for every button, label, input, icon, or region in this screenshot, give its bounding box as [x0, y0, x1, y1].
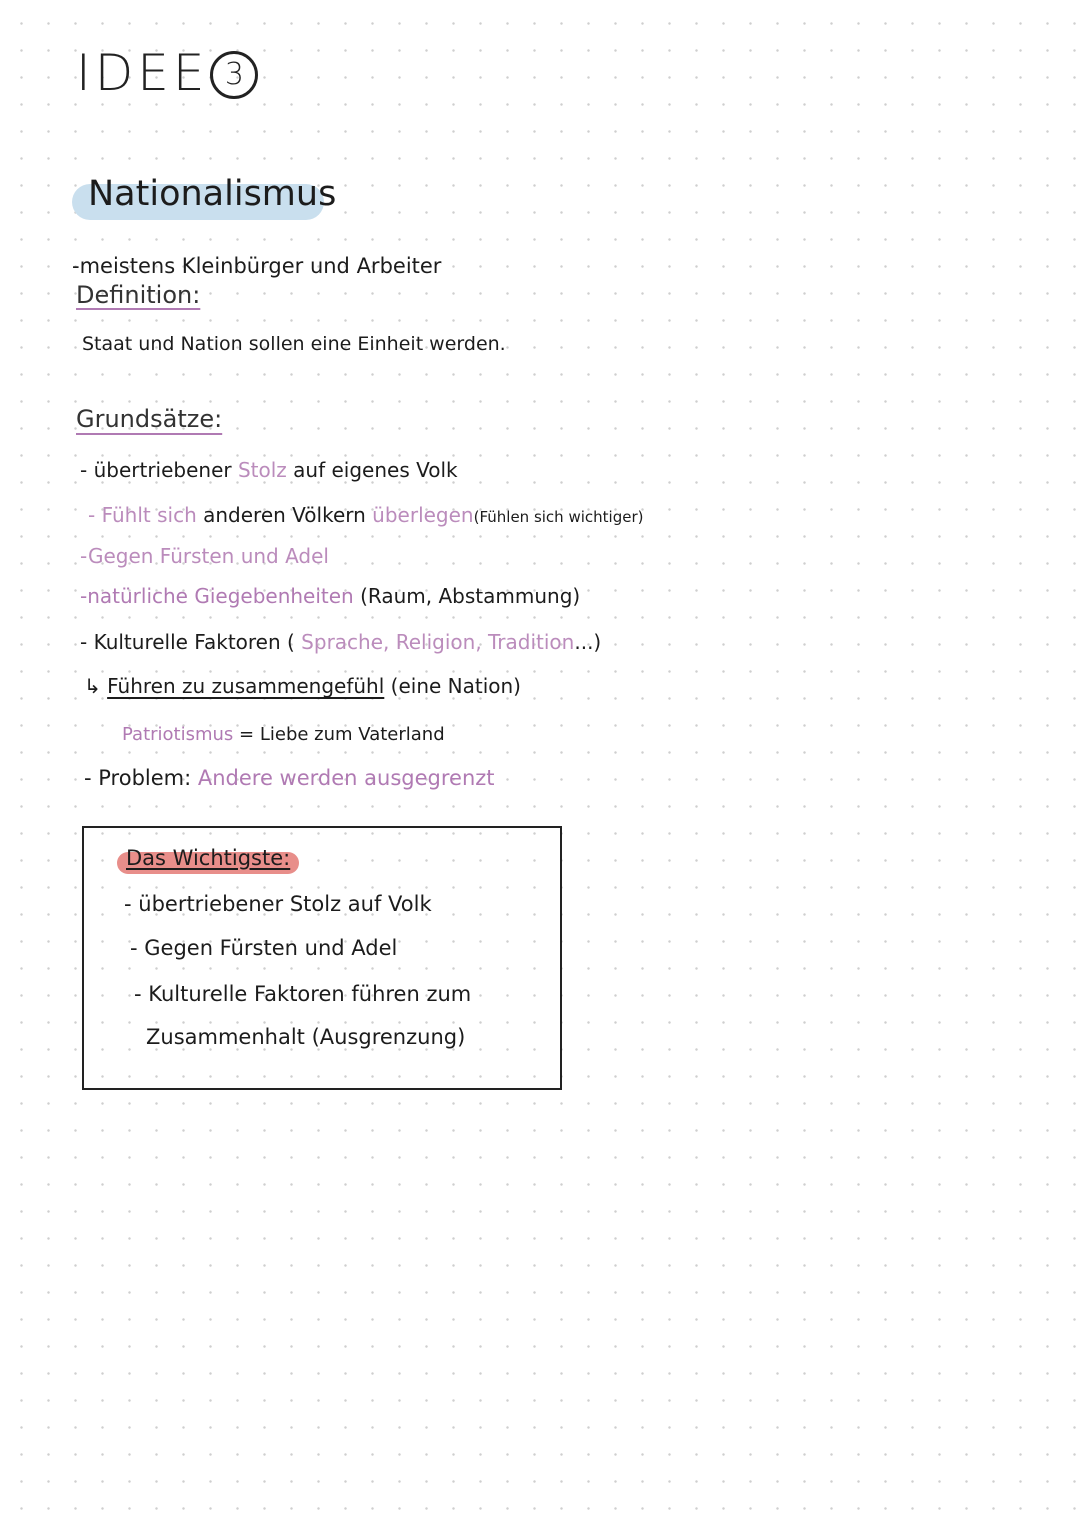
principle-item-pride	[80, 458, 458, 482]
principle-item-superior	[88, 503, 643, 527]
consequence-note: (eine Nation)	[384, 674, 521, 698]
header-title: IDEE	[76, 44, 209, 102]
principle-item-natural	[80, 584, 580, 608]
intro-line: -meistens Kleinbürger und Arbeiter	[72, 254, 442, 278]
summary-item: - Kulturelle Faktoren führen zum	[134, 982, 472, 1006]
problem-text: Andere werden ausgegrenzt	[191, 766, 495, 790]
principle-keyword: -natürliche Giegebenheiten	[80, 584, 354, 608]
problem-line	[84, 766, 495, 790]
header-number-badge: 3	[210, 51, 258, 99]
page-header	[76, 44, 258, 102]
principle-text: auf eigenes Volk	[286, 458, 458, 482]
principle-text: - übertriebener	[80, 458, 238, 482]
principle-keyword: überlegen	[372, 503, 474, 527]
principle-keyword: Stolz	[237, 458, 287, 482]
principle-text: - Kulturelle Faktoren (	[80, 630, 302, 654]
summary-item: Zusammenhalt (Ausgrenzung)	[146, 1025, 466, 1049]
principle-consequence	[84, 674, 521, 698]
definition-text: Staat und Nation sollen eine Einheit werden.	[82, 333, 506, 355]
principle-keyword: - Fühlt sich	[88, 503, 197, 527]
principle-keyword: Sprache, Religion, Tradition	[301, 630, 575, 654]
patriotism-term: Patriotismus	[122, 724, 234, 745]
principle-note: (Fühlen sich wichtiger)	[473, 508, 644, 526]
principle-text: anderen Völkern	[196, 503, 373, 527]
principle-text: (Raum, Abstammung)	[353, 584, 581, 608]
patriotism-text: = Liebe zum Vaterland	[233, 724, 445, 745]
problem-label: - Problem:	[84, 766, 192, 790]
principles-label: Grundsätze:	[76, 405, 223, 433]
principle-item-nobility: -Gegen Fürsten und Adel	[80, 544, 329, 568]
summary-item: - Gegen Fürsten und Adel	[130, 936, 398, 960]
arrow-icon: ↳	[84, 674, 101, 698]
summary-title: Das Wichtigste:	[126, 846, 291, 870]
summary-item: - übertriebener Stolz auf Volk	[124, 892, 432, 916]
principle-item-cultural	[80, 630, 601, 654]
consequence-underlined: Führen zu zusammengefühl	[107, 674, 385, 698]
principle-text: ...)	[574, 630, 602, 654]
patriotism-definition	[122, 724, 445, 745]
definition-label: Definition:	[76, 281, 201, 309]
topic-title: Nationalismus	[88, 174, 337, 214]
